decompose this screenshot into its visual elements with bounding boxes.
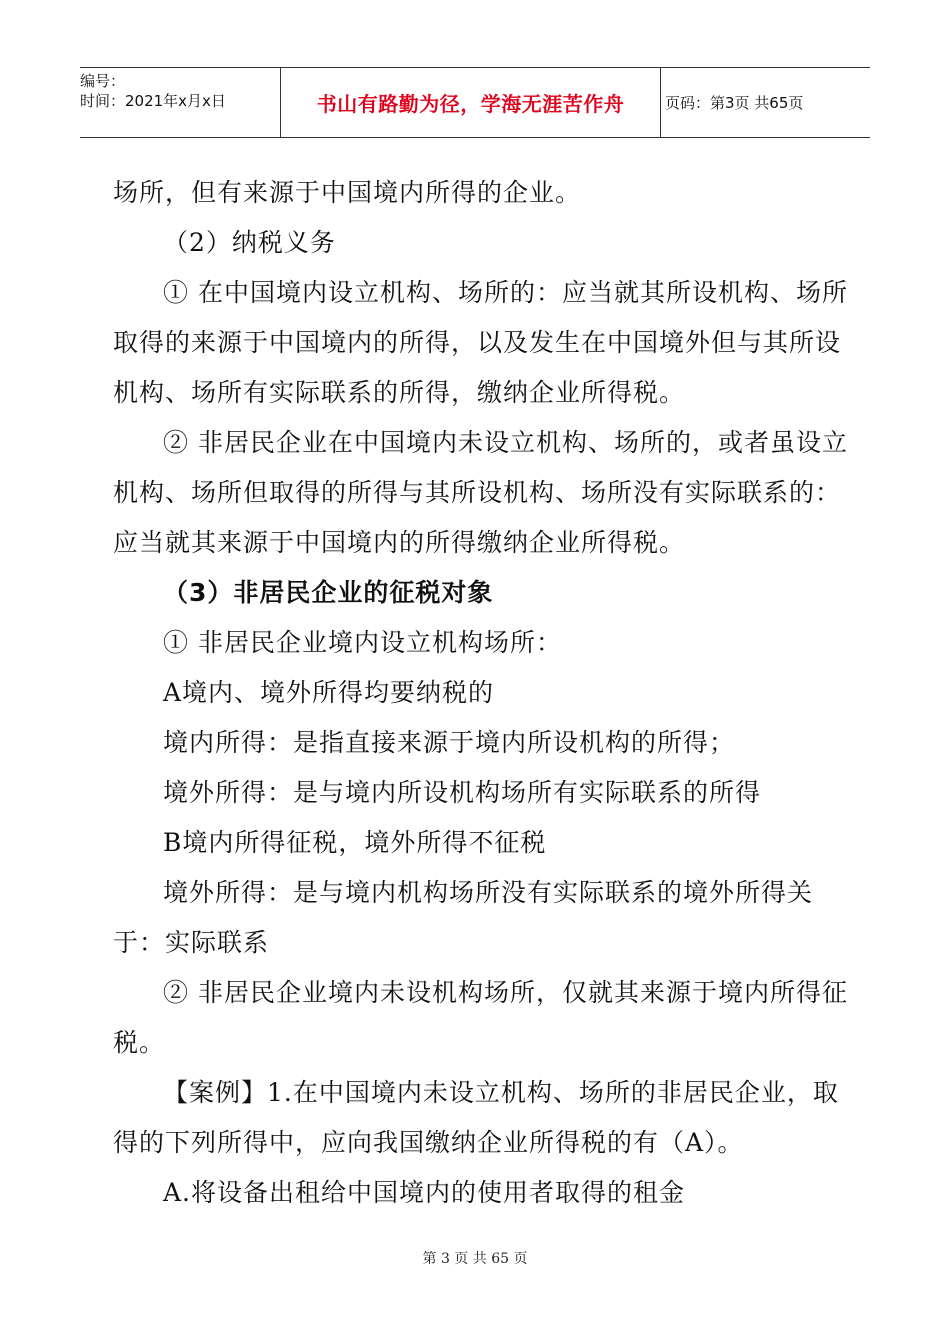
page-footer: 第 3 页 共 65 页 <box>422 1251 528 1267</box>
paragraph-line: 境外所得：是与境内机构场所没有实际联系的境外所得关 <box>163 878 814 907</box>
paragraph-line: 机构、场所但取得的所得与其所设机构、场所没有实际联系的： <box>113 478 842 507</box>
paragraph-line: ① 在中国境内设立机构、场所的：应当就其所设机构、场所 <box>163 278 848 307</box>
header-meta <box>80 68 280 140</box>
case-option-line: A.将设备出租给中国境内的使用者取得的租金 <box>163 1178 686 1207</box>
doc-time-label: 时间：2021年x月x日 <box>80 92 226 110</box>
case-paragraph-line: 得的下列所得中，应向我国缴纳企业所得税的有（A）。 <box>113 1128 744 1157</box>
case-paragraph-line: 【案例】1.在中国境内未设立机构、场所的非居民企业，取 <box>163 1078 839 1107</box>
document-body <box>113 168 848 1218</box>
paragraph-line: ② 非居民企业境内未设机构场所，仅就其来源于境内所得征 <box>163 978 848 1007</box>
paragraph-line: 于：实际联系 <box>113 928 270 957</box>
paragraph-line: 境外所得：是与境内所设机构场所有实际联系的所得 <box>163 778 762 807</box>
paragraph-line: 取得的来源于中国境内的所得，以及发生在中国境外但与其所设 <box>113 328 842 357</box>
paragraph-line: A境内、境外所得均要纳税的 <box>163 678 495 707</box>
paragraph-line: 境内所得：是指直接来源于境内所设机构的所得； <box>163 728 736 757</box>
paragraph-line: 场所，但有来源于中国境内所得的企业。 <box>113 178 582 207</box>
paragraph-line: 应当就其来源于中国境内的所得缴纳企业所得税。 <box>113 528 686 557</box>
header-motto-cell <box>280 68 661 137</box>
header-motto: 书山有路勤为径，学海无涯苦作舟 <box>316 92 625 116</box>
doc-number-label: 编号： <box>80 72 126 90</box>
paragraph-line: 税。 <box>113 1028 166 1057</box>
section-heading: （2）纳税义务 <box>163 228 336 257</box>
paragraph-line: ① 非居民企业境内设立机构场所： <box>163 628 562 657</box>
header-page-code: 页码：第3页 共65页 <box>665 94 804 112</box>
paragraph-line: B境内所得征税，境外所得不征税 <box>163 828 547 857</box>
paragraph-line: ② 非居民企业在中国境内未设立机构、场所的，或者虽设立 <box>163 428 848 457</box>
section-heading-bold: （3）非居民企业的征税对象 <box>163 578 494 607</box>
paragraph-line: 机构、场所有实际联系的所得，缴纳企业所得税。 <box>113 378 686 407</box>
page-header <box>80 67 870 138</box>
